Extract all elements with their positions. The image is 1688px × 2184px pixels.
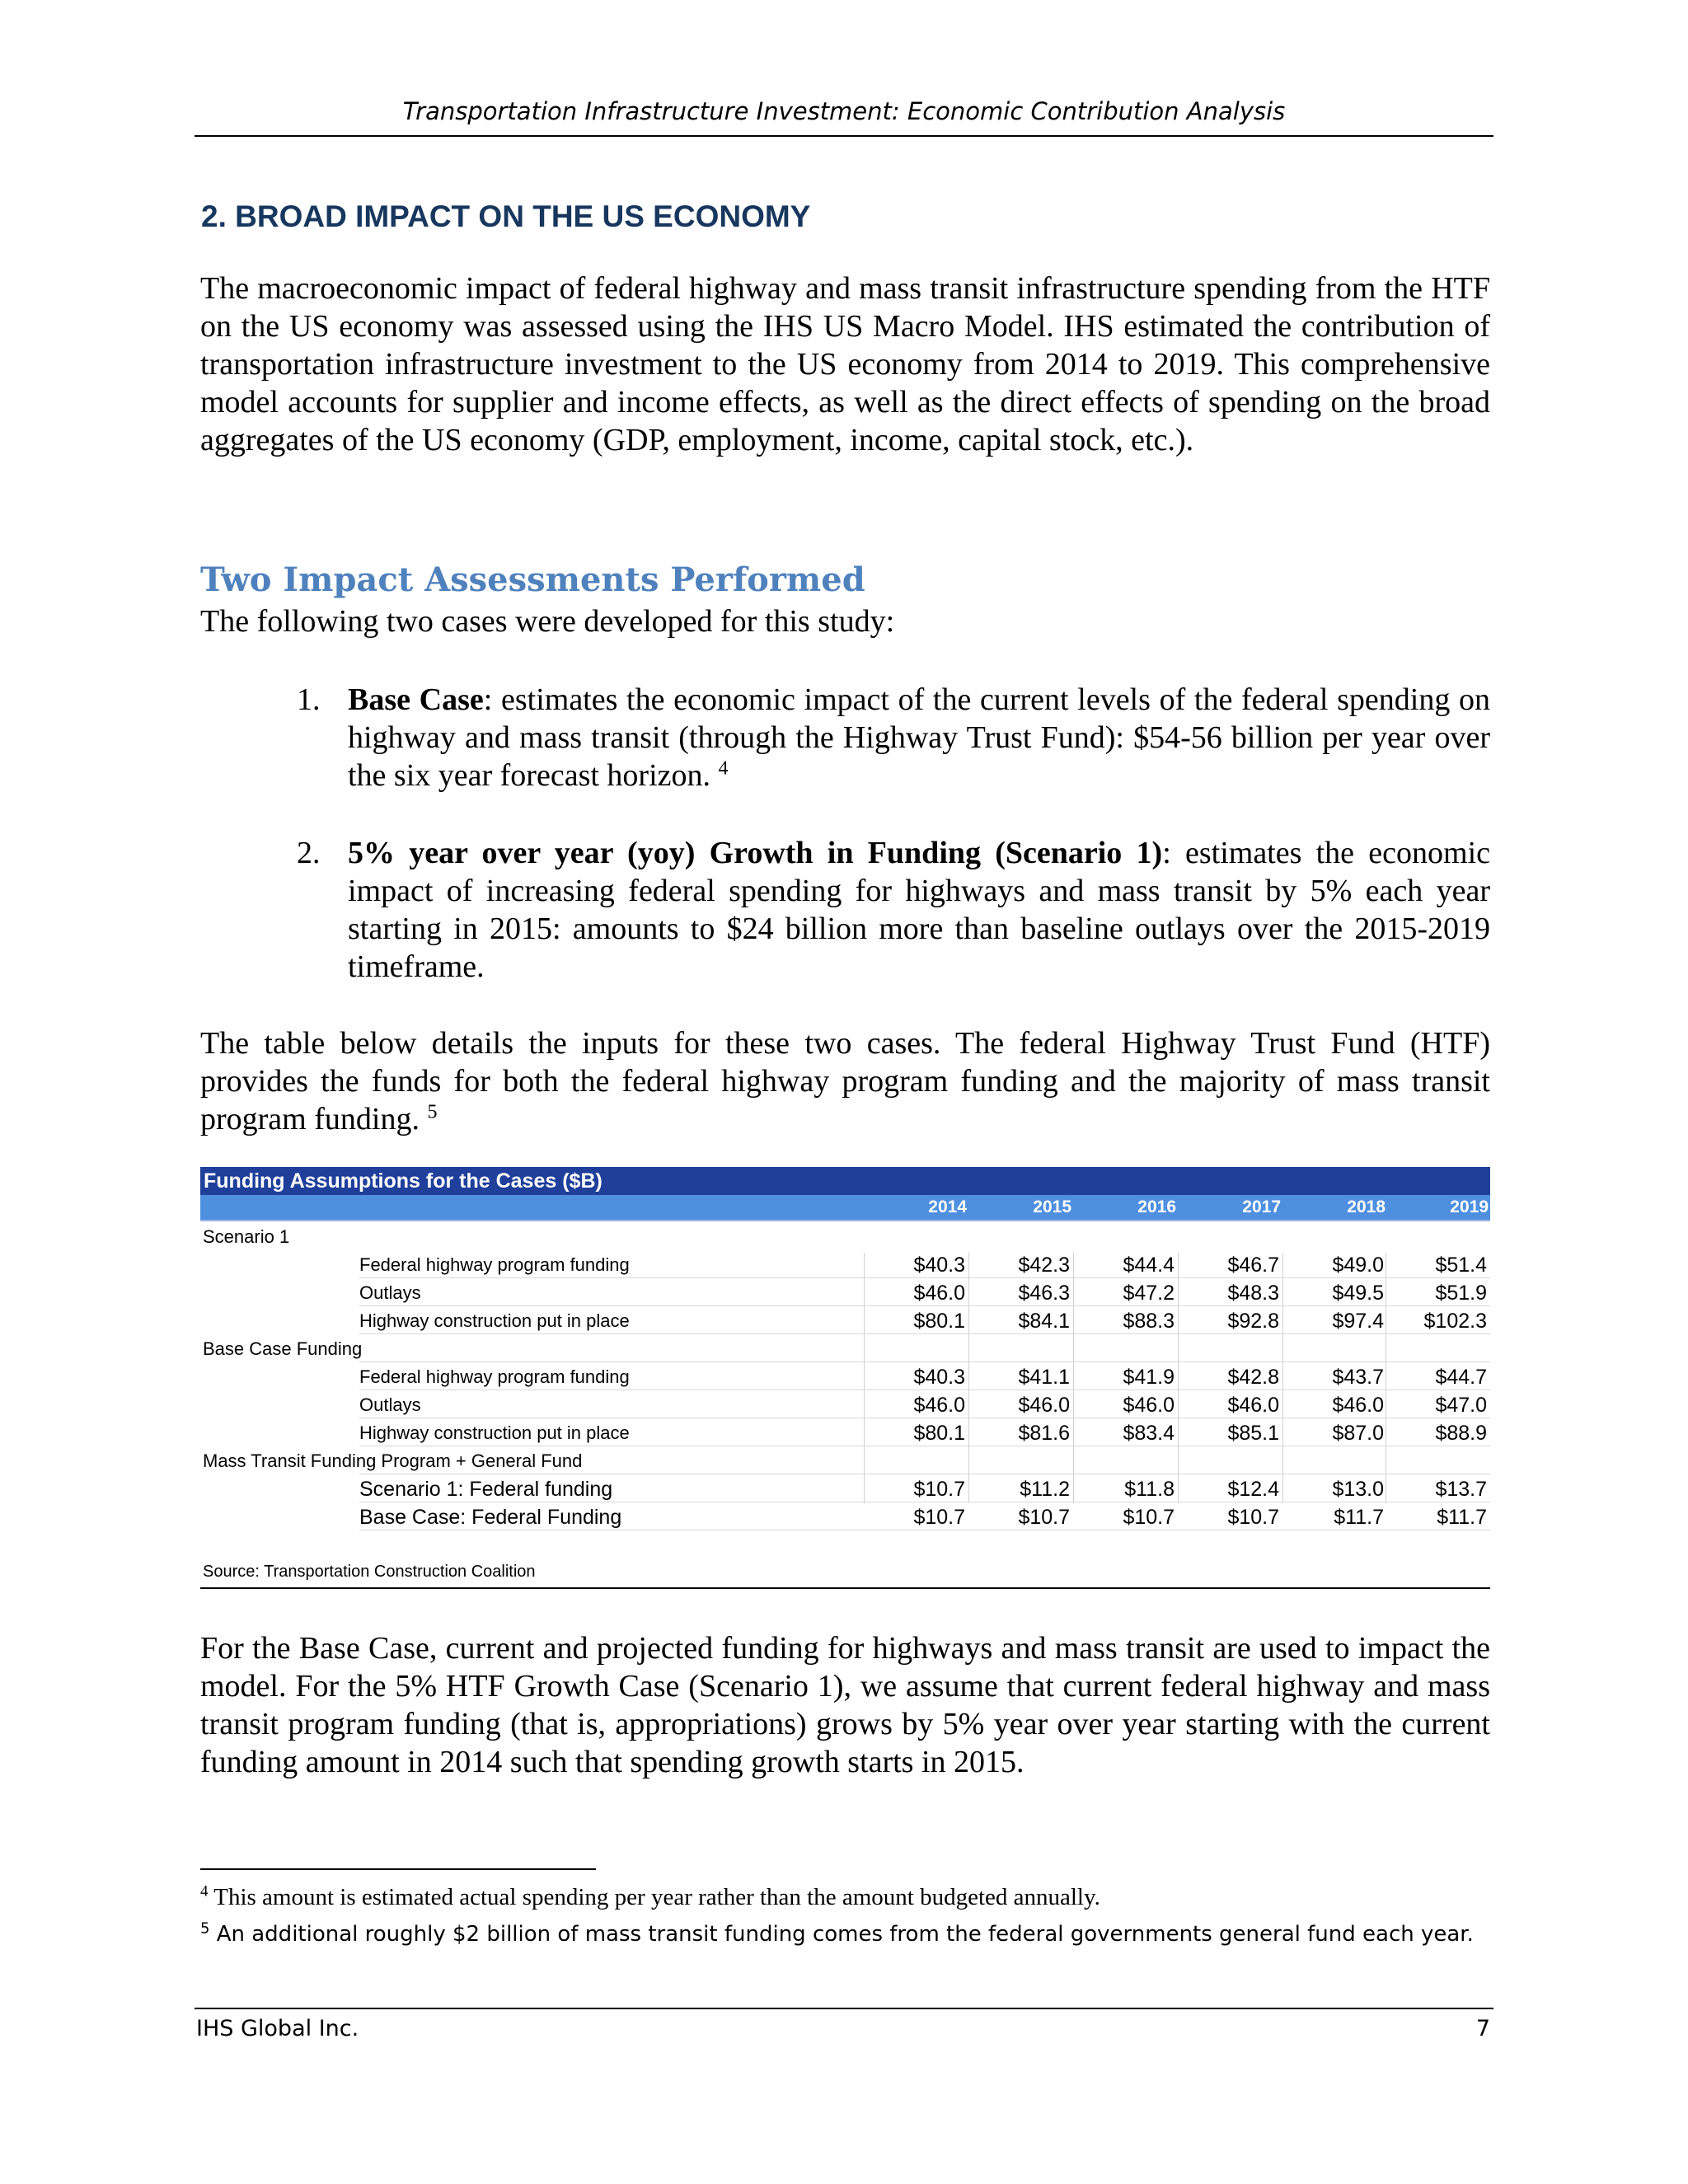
table-intro-paragraph <box>200 1024 1490 1138</box>
table-cell: $84.1 <box>1018 1310 1070 1333</box>
table-cell: $11.2 <box>1020 1478 1070 1501</box>
table-cell: $42.3 <box>1018 1254 1070 1277</box>
footnote-rule <box>200 1868 596 1870</box>
table-row-label: Highway construction put in place <box>359 1422 630 1443</box>
year-header-2018: 2018 <box>1347 1197 1386 1216</box>
footer-publisher: IHS Global Inc. <box>196 2016 359 2041</box>
table-gridline <box>359 1277 862 1278</box>
table-gridline <box>862 1305 1490 1306</box>
table-cell: $46.7 <box>1227 1254 1279 1277</box>
table-cell: $13.7 <box>1435 1478 1487 1501</box>
list-number: 2. <box>297 836 321 870</box>
table-row-label: Scenario 1: Federal funding <box>359 1478 613 1501</box>
table-cell: $46.0 <box>913 1282 965 1305</box>
footnote-number: 4 <box>200 1882 209 1900</box>
table-row-label: Outlays <box>359 1394 421 1415</box>
table-row-label: Federal highway program funding <box>359 1366 630 1387</box>
table-cell: $46.0 <box>1332 1394 1384 1417</box>
table-cell: $41.1 <box>1018 1366 1070 1389</box>
year-header-2015: 2015 <box>1033 1197 1071 1216</box>
table-cell: $10.7 <box>913 1506 965 1529</box>
footer-rule <box>195 2008 1493 2009</box>
footnote-ref: 4 <box>718 757 729 780</box>
table-gridline <box>864 1253 865 1503</box>
list-text: : estimates the economic impact of increasing federal spending for highways and mass transit by 5% each year starting in 2015: amounts to $24 billion more than baseline outlays over the 2015-2019 timeframe. <box>348 836 1490 984</box>
table-cell: $44.7 <box>1435 1366 1487 1389</box>
table-cell: $41.9 <box>1123 1366 1175 1389</box>
table-cell: $97.4 <box>1332 1310 1384 1333</box>
table-gridline <box>359 1361 862 1362</box>
table-cell: $83.4 <box>1123 1422 1175 1445</box>
table-cell: $46.0 <box>1123 1394 1175 1417</box>
table-cell: $88.3 <box>1123 1310 1175 1333</box>
table-cell: $11.7 <box>1334 1506 1384 1529</box>
page-number: 7 <box>1475 2016 1490 2041</box>
funding-assumptions-table <box>200 1167 1490 1596</box>
table-cell: $51.9 <box>1435 1282 1487 1305</box>
table-cell: $92.8 <box>1227 1310 1279 1333</box>
table-gridline <box>1282 1253 1283 1503</box>
table-cell: $85.1 <box>1227 1422 1279 1445</box>
table-cell: $46.3 <box>1018 1282 1070 1305</box>
footnote-number: 5 <box>200 1919 210 1938</box>
table-header-rule <box>200 1220 1490 1221</box>
table-gridline <box>968 1253 969 1503</box>
table-row-label: Highway construction put in place <box>359 1310 630 1331</box>
footnote-text: An additional roughly $2 billion of mass transit funding comes from the federal governments general fund each year. <box>209 1922 1474 1947</box>
table-cell: $47.0 <box>1435 1394 1487 1417</box>
table-cell: $13.0 <box>1332 1478 1384 1501</box>
table-cell: $12.4 <box>1227 1478 1279 1501</box>
table-cell: $51.4 <box>1435 1254 1487 1277</box>
footnote-ref: 5 <box>427 1101 438 1123</box>
table-cell: $80.1 <box>913 1422 965 1445</box>
table-gridline <box>359 1333 862 1334</box>
running-header: Transportation Infrastructure Investment: Economic Contribution Analysis <box>402 97 1286 125</box>
header-rule <box>195 135 1493 137</box>
list-body <box>348 834 1490 986</box>
table-row-label: Federal highway program funding <box>359 1254 630 1275</box>
list-number: 1. <box>297 682 321 717</box>
table-cell: $11.7 <box>1437 1506 1487 1529</box>
table-gridline <box>862 1277 1490 1278</box>
year-header-2019: 2019 <box>1450 1197 1489 1216</box>
table-cell: $87.0 <box>1332 1422 1384 1445</box>
table-title: Funding Assumptions for the Cases ($B) <box>200 1167 1490 1195</box>
table-gridline <box>359 1305 862 1306</box>
year-header-2017: 2017 <box>1242 1197 1281 1216</box>
list-term: 5% year over year (yoy) Growth in Funding (Scenario 1) <box>348 836 1163 870</box>
table-cell: $44.4 <box>1123 1254 1175 1277</box>
table-intro-text: The table below details the inputs for these two cases. The federal Highway Trust Fund (HTF) provides the funds for both the federal highway program funding and the majority of mass transit program funding. <box>200 1026 1490 1137</box>
table-cell: $46.0 <box>1018 1394 1070 1417</box>
table-cell: $81.6 <box>1018 1422 1070 1445</box>
footnote-text: This amount is estimated actual spending per year rather than the amount budgeted annually. <box>208 1884 1100 1910</box>
table-cell: $10.7 <box>913 1478 965 1501</box>
table-cell: $46.0 <box>1227 1394 1279 1417</box>
table-cell: $42.8 <box>1227 1366 1279 1389</box>
table-cell: $80.1 <box>913 1310 965 1333</box>
table-cell: $10.7 <box>1018 1506 1070 1529</box>
table-gridline <box>1178 1253 1179 1503</box>
year-header-2016: 2016 <box>1137 1197 1176 1216</box>
table-gridline <box>862 1333 1490 1334</box>
table-row-label: Base Case: Federal Funding <box>359 1506 622 1529</box>
table-bottom-rule <box>200 1587 1490 1589</box>
table-cell: $40.3 <box>913 1254 965 1277</box>
table-section-label: Mass Transit Funding Program + General Fund <box>203 1451 583 1471</box>
table-section-label: Base Case Funding <box>203 1338 363 1359</box>
table-cell: $88.9 <box>1435 1422 1487 1445</box>
intro-paragraph: The macroeconomic impact of federal highway and mass transit infrastructure spending from the HTF on the US economy was assessed using the IHS US Macro Model. IHS estimated the contribution of transportation infrastructure investment to the US economy from 2014 to 2019. This comprehensive model accounts for supplier and income effects, as well as the direct effects of spending on the broad aggregates of the US economy (GDP, employment, income, capital stock, etc.). <box>200 271 1490 457</box>
year-header-2014: 2014 <box>928 1197 967 1216</box>
table-cell: $43.7 <box>1332 1366 1384 1389</box>
section-heading: 2. BROAD IMPACT ON THE US ECONOMY <box>201 199 811 233</box>
table-source: Source: Transportation Construction Coalition <box>203 1563 536 1581</box>
table-cell: $40.3 <box>913 1366 965 1389</box>
table-cell: $48.3 <box>1227 1282 1279 1305</box>
lead-paragraph: The following two cases were developed for this study: <box>200 604 895 639</box>
table-cell: $46.0 <box>913 1394 965 1417</box>
table-cell: $102.3 <box>1423 1310 1487 1333</box>
table-cell: $49.5 <box>1332 1282 1384 1305</box>
subsection-heading: Two Impact Assessments Performed <box>200 560 865 599</box>
table-gridline <box>862 1361 1490 1362</box>
table-cell: $10.7 <box>1123 1506 1175 1529</box>
table-cell: $10.7 <box>1227 1506 1279 1529</box>
table-cell: $49.0 <box>1332 1254 1384 1277</box>
footnote-5 <box>200 1918 1490 1951</box>
list-term: Base Case <box>348 682 484 717</box>
table-cell: $47.2 <box>1123 1282 1175 1305</box>
table-gridline <box>1073 1253 1074 1503</box>
table-cell: $11.8 <box>1124 1478 1175 1501</box>
closing-paragraph: For the Base Case, current and projected funding for highways and mass transit are used to impact the model. For the 5% HTF Growth Case (Scenario 1), we assume that current federal highway and mass transit program funding (that is, appropriations) grows by 5% year over year starting with the current funding amount in 2014 such that spending growth starts in 2015. <box>200 1631 1490 1779</box>
list-body <box>348 681 1490 794</box>
footnote-4 <box>200 1884 1100 1911</box>
list-text: : estimates the economic impact of the current levels of the federal spending on highway and mass transit (through the Highway Trust Fund): $54-56 billion per year over the six year forecast horizon. <box>348 682 1490 793</box>
table-row-label: Outlays <box>359 1282 421 1303</box>
table-section-label: Scenario 1 <box>203 1226 290 1247</box>
